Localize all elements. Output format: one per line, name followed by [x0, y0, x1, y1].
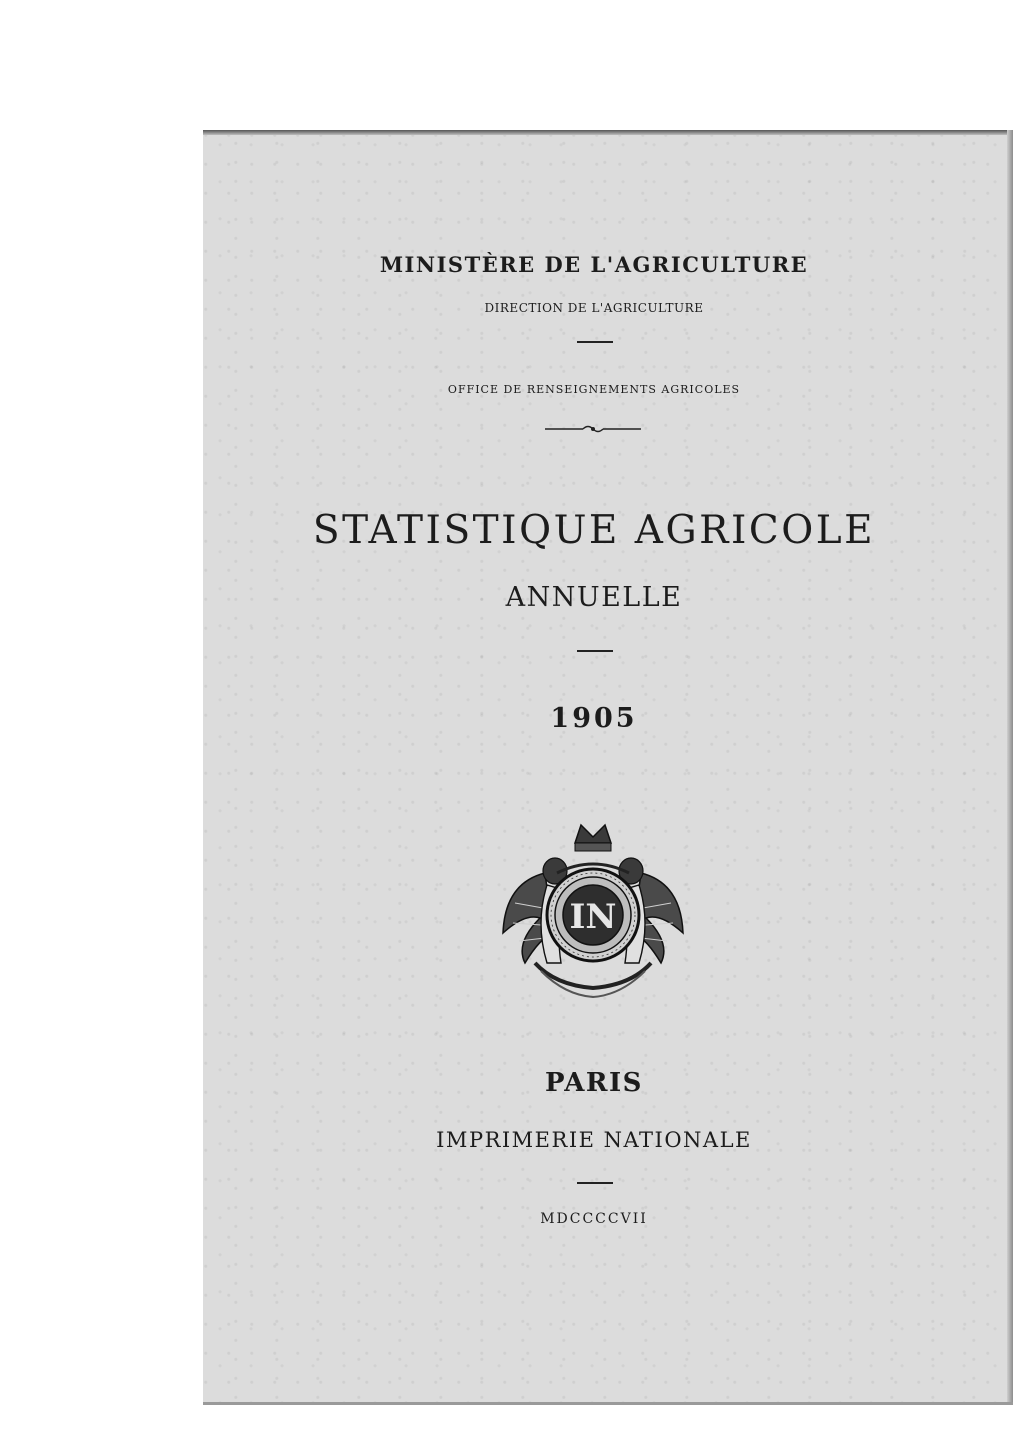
publication-city: PARIS [545, 1068, 643, 1098]
publisher-name: IMPRIMERIE NATIONALE [436, 1128, 752, 1152]
publication-date: MDCCCCVII [540, 1211, 648, 1227]
divider-rule [577, 1182, 613, 1184]
office-heading: OFFICE DE RENSEIGNEMENTS AGRICOLES [447, 383, 741, 396]
imperial-seal-icon [495, 813, 691, 1001]
title-page [203, 130, 1013, 1405]
direction-heading: DIRECTION DE L'AGRICULTURE [484, 301, 704, 315]
ornament-divider-icon [543, 423, 643, 435]
seal-monogram: IN [569, 897, 617, 937]
page-top-edge [203, 130, 1013, 135]
page-bottom-edge [203, 1402, 1013, 1405]
page-right-edge [1007, 130, 1013, 1405]
document-subtitle: ANNUELLE [505, 582, 683, 613]
divider-rule [577, 650, 613, 652]
document-title: STATISTIQUE AGRICOLE [312, 508, 876, 553]
document-year: 1905 [550, 703, 638, 734]
divider-rule [577, 341, 613, 343]
ministry-heading: MINISTÈRE DE L'AGRICULTURE [379, 252, 809, 277]
